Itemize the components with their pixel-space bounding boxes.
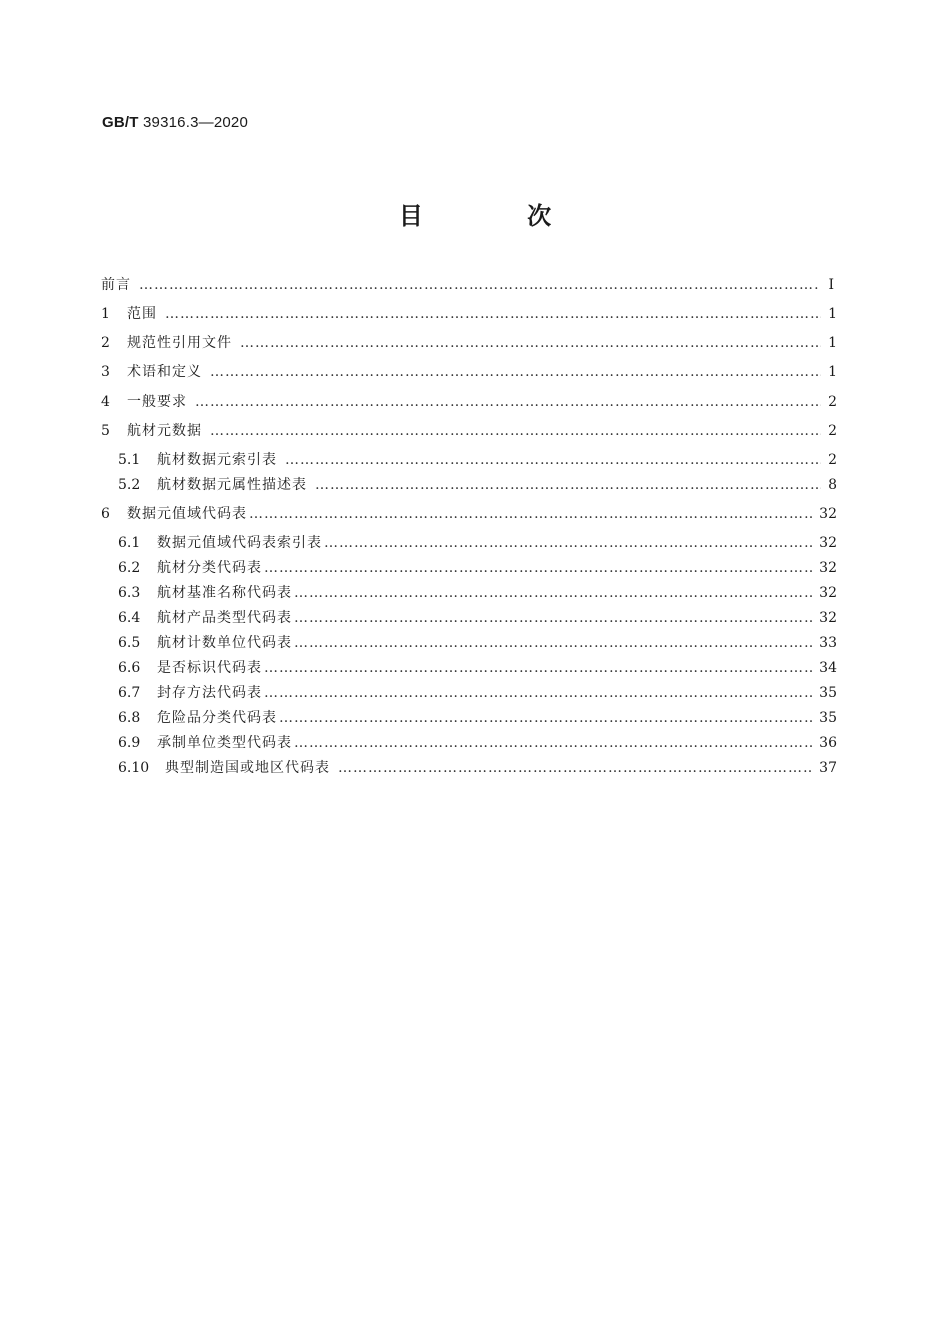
toc-entry-page: 37	[819, 760, 837, 776]
toc-leader	[240, 334, 821, 352]
toc-entry-page: 32	[819, 535, 837, 551]
toc-entry-label: 数据元值域代码表索引表	[157, 535, 322, 551]
toc-entry-page: 32	[819, 560, 837, 576]
toc-entry-page: 1	[828, 306, 837, 322]
toc-entry-label: 典型制造国或地区代码表	[165, 760, 330, 776]
toc-entry-number: 6.7	[118, 685, 141, 701]
toc-leader	[165, 305, 821, 323]
toc-entry-label: 前言	[101, 277, 131, 293]
toc-entry[interactable]	[118, 709, 837, 727]
toc-entry-page: 2	[828, 452, 837, 468]
toc-leader	[264, 559, 813, 577]
toc-entry-page: 2	[828, 394, 837, 410]
toc-leader	[249, 505, 813, 523]
toc-entry-page: 34	[819, 660, 837, 676]
toc-entry-number: 5.2	[118, 477, 141, 493]
toc-entry-label: 航材分类代码表	[157, 560, 262, 576]
standard-number: 39316.3—2020	[143, 114, 249, 131]
toc-entry[interactable]	[118, 534, 837, 552]
toc-entry-number: 6.8	[118, 710, 141, 726]
toc-leader	[264, 684, 813, 702]
toc-entry[interactable]	[101, 305, 837, 323]
toc-entry[interactable]	[118, 609, 837, 627]
toc-entry[interactable]	[101, 422, 837, 440]
toc-leader	[294, 584, 813, 602]
toc-leader	[264, 659, 813, 677]
toc-entry-number: 2	[101, 335, 110, 351]
toc-entry-label: 航材数据元属性描述表	[157, 477, 307, 493]
toc-leader	[279, 709, 813, 727]
toc-entry[interactable]	[101, 363, 837, 381]
toc-entry-label: 航材产品类型代码表	[157, 610, 292, 626]
toc-entry-page: 8	[828, 477, 837, 493]
toc-entry-page: 35	[819, 685, 837, 701]
toc-entry-number: 4	[101, 394, 110, 410]
toc-entry-label: 航材元数据	[127, 423, 202, 439]
toc-entry[interactable]	[118, 584, 837, 602]
toc-entry-number: 6	[101, 506, 110, 522]
toc-entry-number: 6.10	[118, 760, 150, 776]
toc-entry-label: 航材计数单位代码表	[157, 635, 292, 651]
toc-entry[interactable]	[118, 734, 837, 752]
toc-leader	[210, 422, 821, 440]
toc-entry[interactable]	[118, 634, 837, 652]
toc-leader	[294, 609, 813, 627]
toc-entry-number: 6.5	[118, 635, 141, 651]
toc-entry-label: 危险品分类代码表	[157, 710, 277, 726]
toc-leader	[195, 393, 821, 411]
toc-entry[interactable]	[118, 684, 837, 702]
toc-leader	[210, 363, 821, 381]
toc-entry[interactable]	[118, 451, 837, 469]
toc-entry-number: 1	[101, 306, 110, 322]
toc-entry-page: 32	[819, 585, 837, 601]
toc-leader	[315, 476, 821, 494]
toc-entry-page: 32	[819, 506, 837, 522]
toc-entry-number: 6.2	[118, 560, 141, 576]
toc-entry-page: 1	[828, 335, 837, 351]
toc-entry[interactable]	[118, 659, 837, 677]
toc-leader	[294, 734, 813, 752]
toc-entry-number: 6.1	[118, 535, 141, 551]
toc-leader	[285, 451, 821, 469]
toc-entry-page: 32	[819, 610, 837, 626]
toc-entry-number: 5	[101, 423, 110, 439]
toc-entry-page: Ⅰ	[828, 277, 834, 293]
toc-entry-page: 2	[828, 423, 837, 439]
toc-entry-label: 承制单位类型代码表	[157, 735, 292, 751]
toc-entry-label: 术语和定义	[127, 364, 202, 380]
toc-entry-page: 36	[819, 735, 837, 751]
toc-entry-label: 数据元值域代码表	[127, 506, 247, 522]
document-code	[102, 114, 248, 131]
toc-entry[interactable]	[118, 759, 837, 777]
toc-entry[interactable]	[101, 334, 837, 352]
toc-entry-number: 6.9	[118, 735, 141, 751]
toc-leader	[324, 534, 813, 552]
toc-entry-label: 航材基准名称代码表	[157, 585, 292, 601]
toc-entry-label: 航材数据元索引表	[157, 452, 277, 468]
toc-entry-number: 5.1	[118, 452, 141, 468]
toc-entry-number: 6.3	[118, 585, 141, 601]
toc-entry-number: 3	[101, 364, 110, 380]
toc-entry-number: 6.4	[118, 610, 141, 626]
toc-entry-number: 6.6	[118, 660, 141, 676]
toc-leader	[294, 634, 813, 652]
toc-leader	[338, 759, 813, 777]
toc-entry-label: 是否标识代码表	[157, 660, 262, 676]
toc-entry-page: 35	[819, 710, 837, 726]
toc-entry-page: 1	[828, 364, 837, 380]
toc-leader	[139, 276, 818, 294]
standard-prefix: GB/T	[102, 114, 139, 131]
toc-entry[interactable]	[101, 393, 837, 411]
toc-entry-label: 规范性引用文件	[127, 335, 232, 351]
toc-entry[interactable]	[101, 276, 834, 294]
toc-entry-page: 33	[819, 635, 837, 651]
page-title: 目 次	[398, 202, 600, 230]
toc-entry[interactable]	[118, 476, 837, 494]
toc-entry[interactable]	[118, 559, 837, 577]
toc-entry-label: 范围	[127, 306, 157, 322]
toc-entry-label: 一般要求	[127, 394, 187, 410]
toc-entry-label: 封存方法代码表	[157, 685, 262, 701]
toc-entry[interactable]	[101, 505, 837, 523]
